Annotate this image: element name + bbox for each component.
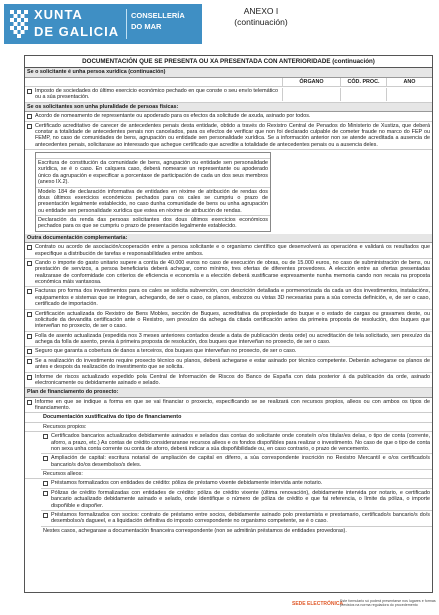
list-item: Folla de asento actualizada (expedida nos 3 meses anteriores contados desde a data de publicación desta orde) ou acreditación de tela solicitado, sen prexuízo da achega da folla de asento, previa á primeira proposta de resolución, dos buques que interveñan no proxecto, de ser o caso.: [25, 332, 432, 348]
shield-icon: [10, 10, 28, 38]
list-item: Préstamos formalizados con socios: contrato de préstamo entre socios, debidamente asinado polo prestamista e prestamario, certificado/s bancario/s do/s desembolso/s dagueel, e a liquidación definitiva do imposto correspondente no organismo competente, se é o caso.: [41, 511, 432, 527]
list-item: Ampliación de capital: escritura notarial de ampliación de capital en diferro, a súa correspondente inscrición no Rexistro Mercantil e o/os certificado/s bancario/s do/os desembolso/s deles.: [41, 454, 432, 470]
list-item: Certificación actualizada do Rexistro de Bens Mobles, sección de Buques, acreditativa da propiedade do buque e o estado de cargas ou gravames deste, ou solicitude da devandita certificación ante o Rexistro, sen prexuízo da achega da citada certificación antes da primeira proposta de resolución, dos buques que interveñan no proxecto, de ser o caso.: [25, 310, 432, 332]
subsection-own-resources: Recursos propios:: [25, 423, 432, 432]
list-item: Certificado acreditativo de carecer de antecedentes penais desta entidade, obtido a través do Rexistro Central de Penados do Ministerio de Xustiza, que deberá constar a totalidade de antecedentes penais non cancelados, para os efectos de verificar que non foi declarado culpable de cometer fraude no marco do FEP ou FEMP, no caso de comunidades de bens, agrupación ou entidade sen personalidade xurídica. Se a información anterior non se atende acreditada a ausencia de antecedentes penais, solicitarase ao interesado que achegue certificado que acredite a totalidade de antecedentes penais ou a ausencia deles.: [25, 122, 432, 151]
checkbox[interactable]: [27, 114, 32, 119]
checkbox[interactable]: [43, 434, 48, 439]
inner-table: [35, 152, 271, 232]
annex-continuation: (continuación): [234, 17, 288, 27]
list-item: Escritura de constitución da comunidade de bens, agrupación ou entidade sen personalidade xurídica, se é o caso. En calquera caso, deberá nomearse un representante ou apoderado único da agrupación e especificar a porcentaxe de participación de cada un dos seus membros (anexo IX.2).: [36, 159, 270, 188]
checkbox[interactable]: [27, 375, 32, 380]
checkbox[interactable]: [27, 349, 32, 354]
list-item: Declaración da renda das persoas solicitantes dos dous últimos exercicios económicos pechados para os que se cumpriu o prazo de presentación legalmente establecido.: [38, 217, 268, 230]
table-header: [25, 78, 432, 87]
closing-note: Nestes casos, achegarase a documentación financeira correspondente (non se admitirán préstamos de entidades provedoras).: [43, 527, 347, 534]
checkbox[interactable]: [43, 456, 48, 461]
checkbox[interactable]: [27, 400, 32, 405]
list-item: Facturas pro forma dos investimentos para os cales se solicita subvención, con descrición detallada e pormenorizada da cada un dos investimentos, instalacións, equipamentos e sistemas que se integran, achegando, de ser o caso, os planos, esbozos ou vistas 3D necesarias para a súa correcta definición, e, de ser o caso, certificado de importación.: [25, 287, 432, 309]
checkbox[interactable]: [43, 481, 48, 486]
form-title: DOCUMENTACIÓN QUE SE PRESENTA OU XA PRESENTADA CON ANTERIORIDADE (continuación): [25, 56, 432, 68]
list-item: Contrato ou acordo de asociación/cooperación entre a persoa solicitante e o organismo científico que desenvolverá as operacións e validará os resultados que especifique a distribución de tarefas e responsabilidades entre ambos.: [25, 243, 432, 259]
org-name-line1: XUNTA: [34, 7, 83, 22]
checkbox[interactable]: [27, 245, 32, 250]
list-item: Cando o importe do gasto unitario supere a contía de 40.000 euros no caso de execución de obras, ou de 15.000 euros, no caso de subministración de bens, ou prestación de servizos, a persoa beneficiaria deberá achegar, como mínimo, tres ofertas de diferentes provedores. A elección entre as ofertas presentadas realizarase de conformidade con criterios de eficiencia e economía e a elección deberá xustificarse expresamente nunha memoria cando non recaia na proposta económica máis vantaxosa.: [25, 259, 432, 288]
list-item: Informe de riscos actualizado expedido pola Central de Información de Riscos do Banco de España con data posterior á da publicación da orde, asinado electronicamente ou debidamente asinado e selado.: [25, 373, 432, 389]
xunta-logo: [4, 4, 202, 44]
dept-name-line2: DO MAR: [131, 22, 162, 31]
checkbox[interactable]: [27, 89, 32, 94]
footer-note: Este formulario só poderá presentarse nos lugares e formas previstos na norma reguladora do procedemento: [340, 599, 436, 608]
list-item: Modelo 184 de declaración informativa de entidades en réxime de atribución de rendas dos dous últimos exercicios económicos pechados para os cales se cumpriu o prazo de presentación legalmente establecido, no caso dunha comunidade de bens ou unha agrupación ou entidade sen personalidade xurídica que estea en réxime de atribución de rendas.: [36, 188, 270, 217]
col-organo: ÓRGANO: [282, 78, 340, 86]
section-natural-persons: Se os solicitantes son unha pluralidade de persoas físicas:: [25, 103, 432, 112]
annex-title: ANEXO I: [243, 6, 279, 16]
checkbox[interactable]: [27, 334, 32, 339]
section-complementary: Outra documentación complementaria:: [25, 234, 432, 243]
list-item: Imposto de sociedades do último exercicio económico pechado en que conste o seu envío telemático ou a súa presentación.: [25, 87, 432, 103]
dept-name-line1: CONSELLERÍA: [131, 11, 185, 20]
list-item: Acordo de nomeamento de representante ou apoderado para os efectos da solicitude de axuda, asinado por todos.: [25, 112, 432, 121]
checkbox[interactable]: [27, 124, 32, 129]
col-ano: ANO: [386, 78, 432, 86]
checkbox[interactable]: [27, 359, 32, 364]
field-ano[interactable]: [386, 88, 432, 101]
org-name-line2: DE GALICIA: [34, 24, 120, 39]
list-item: Informe en que se indique a forma en que se vai financiar o proxecto, especificando se se realizará con recursos propios, alleos ou con ambos os tipos de financiamento.: [25, 398, 432, 414]
list-item: Préstamos formalizados con entidades de crédito: póliza de préstamo vixente debidamente intervida ante notario.: [41, 479, 432, 488]
section-financing-docs: Documentación xustificativa do tipo de financiamento: [25, 413, 432, 422]
section-financing-plan: Plan de financiamento do proxecto:: [25, 388, 432, 397]
subsection-external-resources: Recursos alleos:: [25, 470, 432, 479]
section-legal-person: Se o solicitante é unha persoa xurídica (continuación): [25, 68, 432, 77]
checkbox[interactable]: [27, 312, 32, 317]
field-organo[interactable]: [282, 88, 340, 101]
checkbox[interactable]: [43, 513, 48, 518]
logo-divider: [126, 9, 127, 39]
list-item: Seguro que garanta a cobertura de danos a terceiros, dos buques que interveñan no proxecto, de ser o caso.: [25, 347, 432, 356]
checkbox[interactable]: [27, 261, 32, 266]
col-cod-proc: CÓD. PROC.: [340, 78, 386, 86]
checkbox[interactable]: [43, 491, 48, 496]
sede-electronica-logo: SEDE ELECTRÓNICA: [292, 601, 344, 607]
page-header: [4, 4, 435, 44]
list-item: Se a realización do investimento require proxecto técnico ou planos, deberá achegarse e estar asinado por técnico competente. Deberán achegarse os planos de antes e despois da realización do investimento que se solicita.: [25, 357, 432, 373]
list-item: Pólizas de crédito formalizadas con entidades de crédito: póliza de crédito vixente (última renovación), debidamente intervida por notario, e certificado bancario actualizado debidamente asinado e selado, onde identifique o número de póliza de crédito e que fai referencia, o límite da póliza, o importe dispoñible e dispoñer.: [41, 489, 432, 511]
checkbox[interactable]: [27, 289, 32, 294]
list-item: Certificados bancarios actualizados debidamente asinados e selados das contas do solicitante onde conste/n o/os titular/es delas, o tipo de conta (corrente, aforro, a prazo, etc.) As contas de crédito consideraranse recursos alleos e os fondos dispoñibles para realizar o investimento. No caso de que o tipo de conta non sexa unha conta corrente ou conta de aforro, deberá indicar a súa dispoñibilidade ou, en caso contrario, o prazo de vencemento.: [41, 432, 432, 454]
documentation-form: [24, 55, 433, 593]
field-cod-proc[interactable]: [340, 88, 386, 101]
